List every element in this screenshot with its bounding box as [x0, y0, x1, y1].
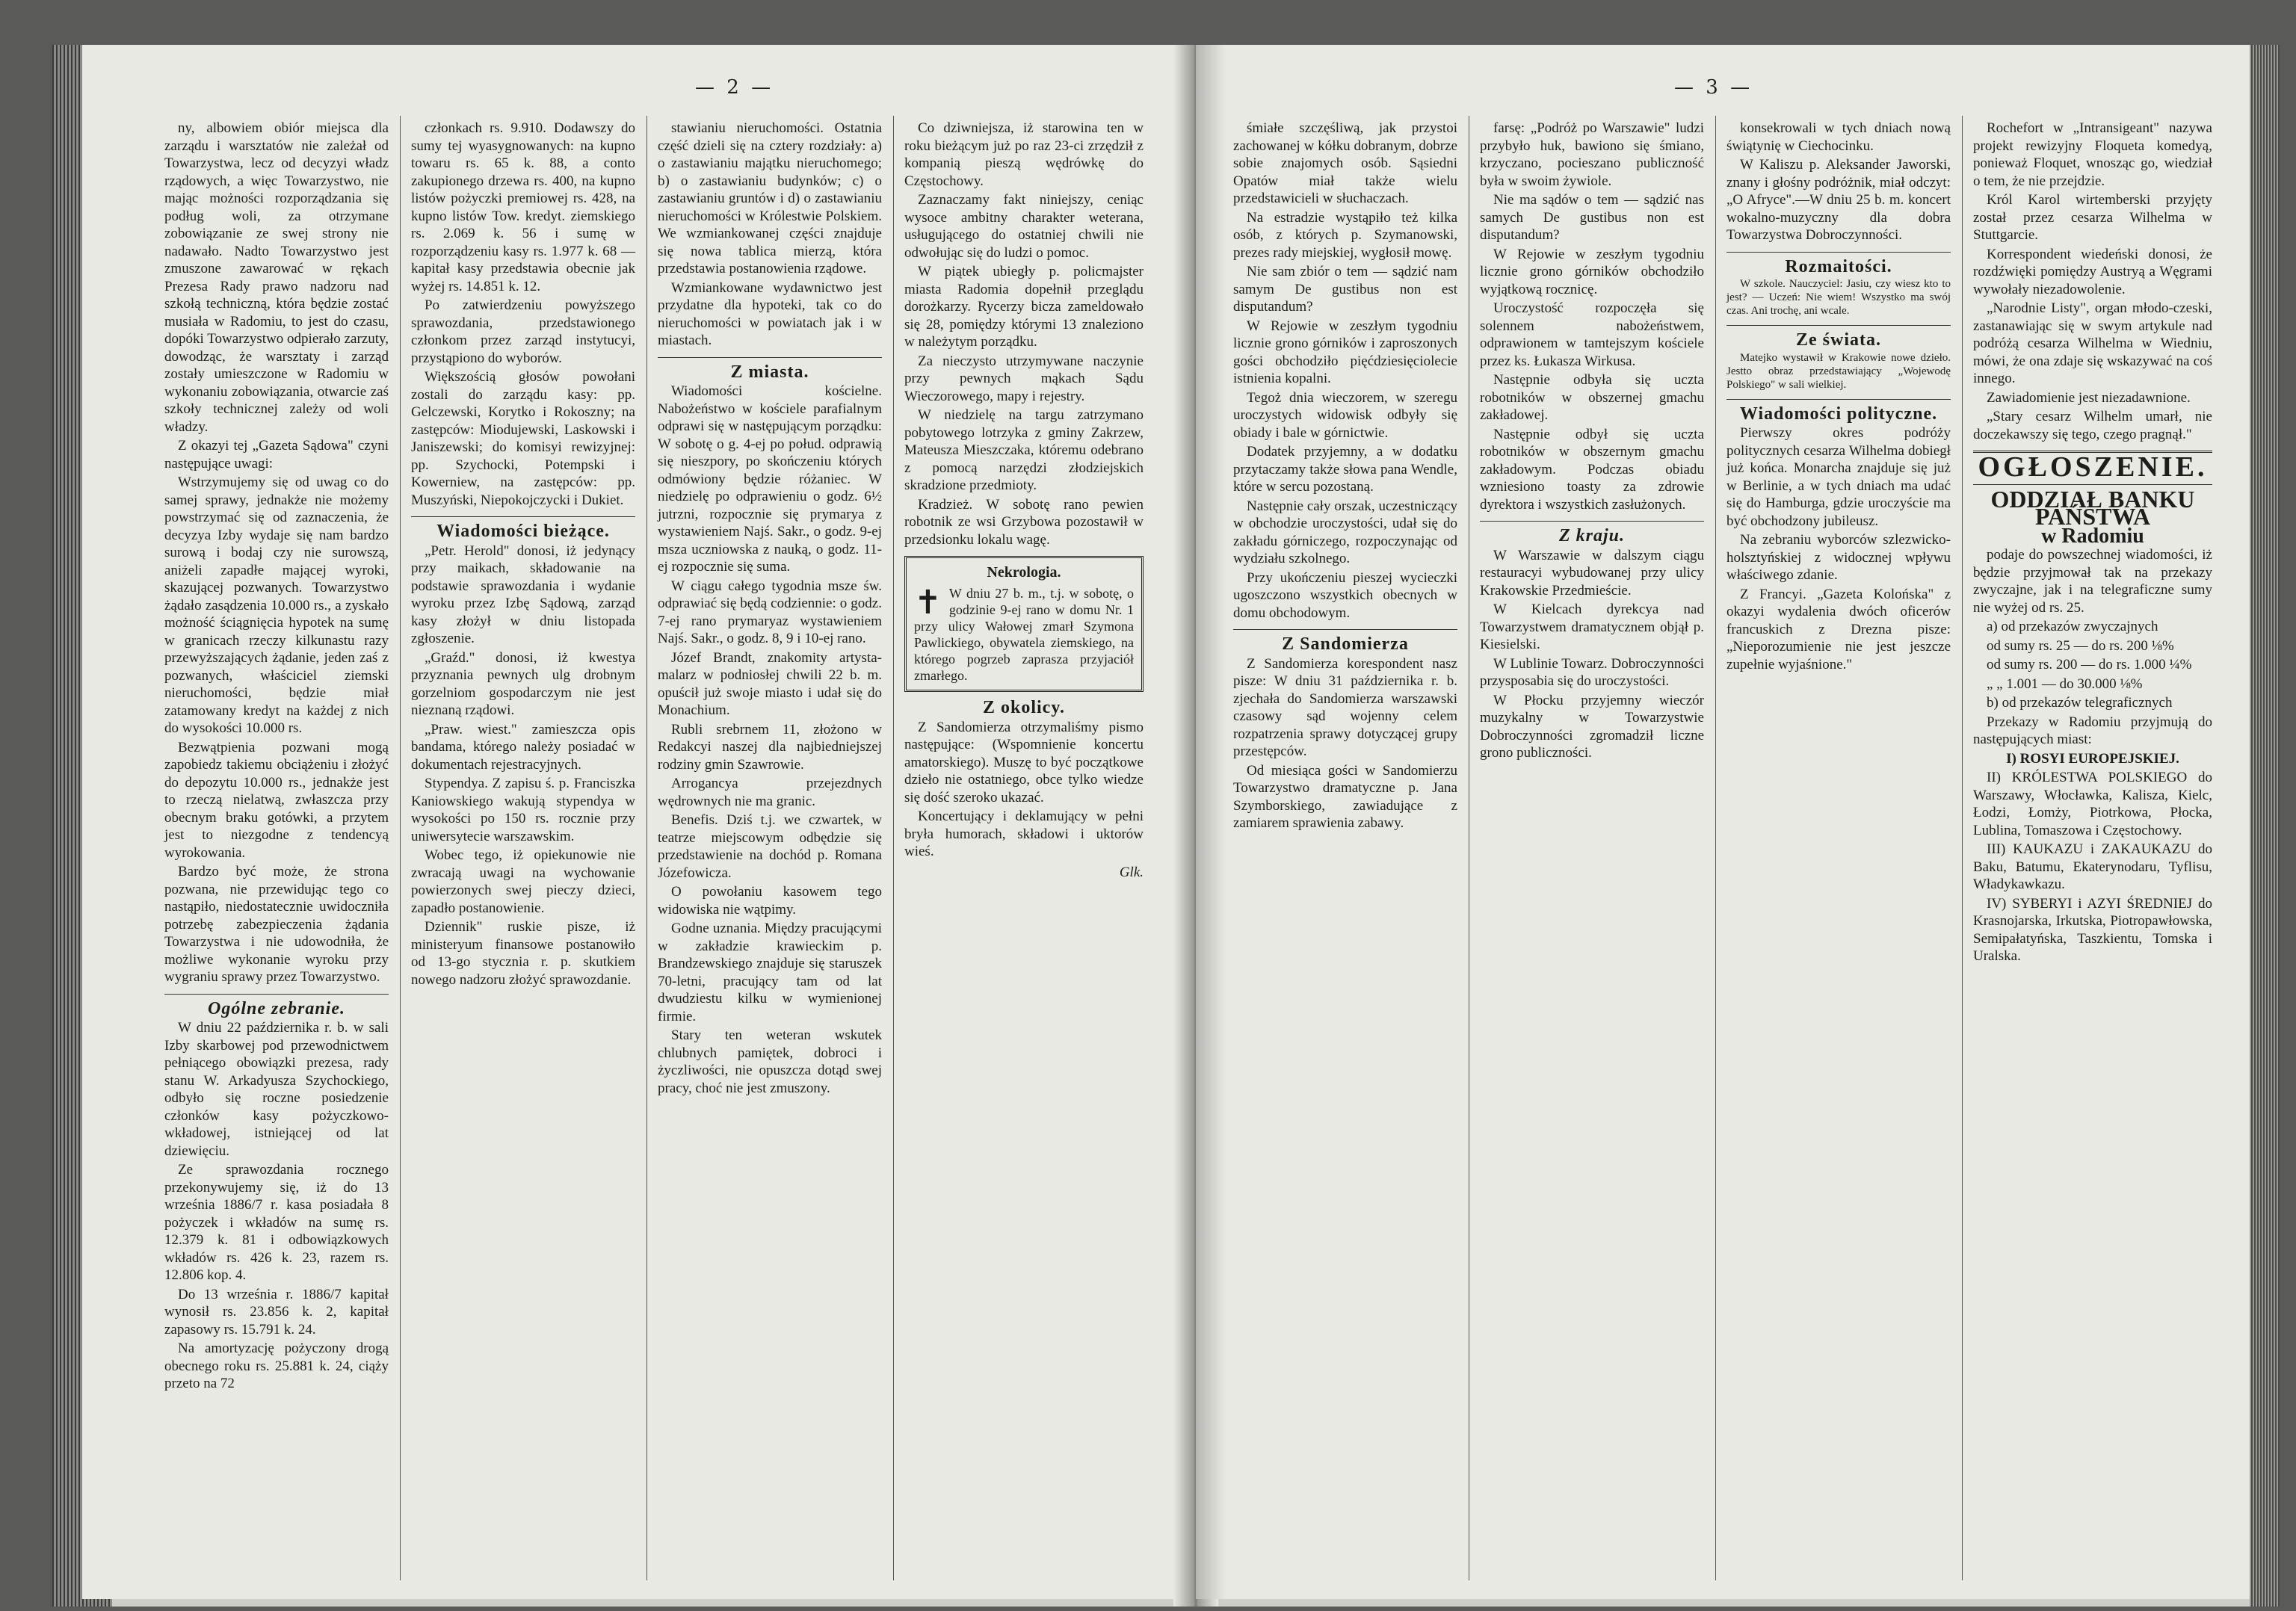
paragraph: Po zatwierdzeniu powyższego sprawozdania, przedstawionego członkom przez zarząd instytucyi, przystąpiono do wyborów.: [411, 297, 635, 366]
paragraph: W Rejowie w zeszłym tygodniu licznie grono górników obchodziło wyjątkową rocznicę.: [1480, 246, 1704, 297]
section-heading: Ze świata.: [1796, 330, 1881, 350]
paragraph: Następnie odbyła się uczta robotników w obszernej gmachu zakładowej.: [1480, 372, 1704, 423]
paragraph: W szkole. Nauczyciel: Jasiu, czy wiesz kto to jest? — Uczeń: Nie wiem! Wszystko ma swój czas. Ani trochę, ani wcale.: [1726, 278, 1951, 317]
right-col-1: [1233, 120, 1457, 834]
paragraph: W Kaliszu p. Aleksander Jaworski, znany i głośny podróżnik, miał odczyt: „O Afryce".—W dniu 25 b. m. koncert wokalno-muzyczny dla dobra Towarzystwa Dobroczynności.: [1726, 157, 1951, 243]
right-page: [1196, 45, 2280, 1599]
book-edge-right: [2250, 45, 2280, 1607]
obituary-heading: Nekrologia.: [987, 564, 1061, 581]
paragraph: Przekazy w Radomiu przyjmują do następujących miast:: [1973, 714, 2212, 747]
paragraph: W ciągu całego tygodnia msze św. odprawiać się będą codziennie: o godz. 7-ej rano prymaryaz wystawieniem Najś. Sakr., o godz. 8, 9 i 10-ej rano.: [658, 578, 882, 646]
paragraph: stawianiu nieruchomości. Ostatnia część dzieli się na cztery rozdziały: a) o zastawianiu majątku nieruchomego; b) o zastawianiu budynków; c) o zastawianiu gruntów i d) o zastawianiu nieruchomości w Królestwie Polskiem. We wzmiankowanej części znajduje się nowa tablica mierzą, która przedstawia postanowienia rządowe.: [658, 120, 882, 276]
paragraph: Dziennik" ruskie pisze, iż ministeryum finansowe postanowiło od 13-go stycznia r. p. skutkiem nowego nadzoru złożyć sprawozdanie.: [411, 919, 635, 988]
paragraph: Do 13 września r. 1886/7 kapitał wynosił rs. 23.856 k. 2, kapitał zapasowy rs. 15.791 k. 24.: [164, 1286, 389, 1338]
paragraph: W Płocku przyjemny wieczór muzykalny w Towarzystwie Dobroczynności zgromadził liczne grono publiczności.: [1480, 692, 1704, 761]
paragraph: Kradzież. W sobotę rano pewien robotnik ze wsi Grzybowa pozostawił w przedsionku lokalu wagę.: [904, 496, 1144, 548]
paragraph: Wzmiankowane wydawnictwo jest przydatne dla hypoteki, tak co do nieruchomości w powiatach jak i w miastach.: [658, 279, 882, 348]
section-heading: Z Sandomierza: [1282, 634, 1409, 654]
paragraph: konsekrowali w tych dniach nową świątynię w Ciechocinku.: [1726, 120, 1951, 154]
paragraph: III) KAUKAZU i ZAKAUKAZU do Baku, Batumu, Ekaterynodaru, Tyflisu, Władykawkazu.: [1973, 841, 2212, 892]
left-col-1: [164, 120, 389, 1394]
paragraph: Dodatek przyjemny, a w dodatku przytaczamy także słowa pana Wendle, które w sercu pozostaną.: [1233, 444, 1457, 495]
paragraph: Z Francyi. „Gazeta Kolońska" z okazyi wydalenia dwóch oficerów francuskich z Drezna pisze: „Nieporozumienie nie jest jeszcze zupełnie wyjaśnione.": [1726, 586, 1951, 672]
paragraph: „Stary cesarz Wilhelm umarł, nie doczekawszy się tego, czego pragnął.": [1973, 409, 2212, 442]
paragraph: Matejko wystawił w Krakowie nowe dzieło. Jestto obraz przedstawiający „Wojewodę Polskiego" w sali wielkiej.: [1726, 351, 1951, 391]
left-col-3: [658, 120, 882, 1098]
paragraph: Przy ukończeniu pieszej wycieczki ugoszczono wszystkich obecnych w domu obchodowym.: [1233, 569, 1457, 621]
paragraph: Arrogancya przejezdnych wędrownych nie ma granic.: [658, 776, 882, 809]
paragraph: Zaznaczamy fakt niniejszy, ceniąc wysoce ambitny charakter weterana, usługującego do ostatniej chwili nie odwołując się do ludzi o pomoc.: [904, 192, 1144, 261]
paragraph: Koncertujący i deklamujący w pełni bryła humorach, składowi i uktorów wieś.: [904, 808, 1144, 859]
paragraph: Następnie odbył się uczta robotników w obszernym gmachu zakładowym. Podczas obiadu wzniesiono toasty za zdrowie dyrektora i wszystkich zasłużonych.: [1480, 426, 1704, 513]
section-heading: Z kraju.: [1558, 526, 1625, 545]
paragraph: ny, albowiem obiór miejsca dla zarządu i warsztatów nie zależał od Towarzystwa, lecz od decyzyi władz rządowych, a więc Towarzystwo, nie mając możności rozporządzania się podług woli, za otrzymane zobowiązanie ze swej strony nie nadawało. Nadto Towarzystwo jest zmuszone zawarować w rękach Prezesa Rady prawo nadzoru nad szkołą techniczną, która będzie zostać musiała w Radomiu, to jest do czasu, dopóki Towarzystwo odpierało zarzuty, dowodząc, że warsztaty i zarząd zostały umieszczone w Radomiu w wykonaniu zobowiązania, otwarcie zaś szkoły technicznej zależy od woli władzy.: [164, 120, 389, 435]
section-heading: Z okolicy.: [982, 698, 1066, 717]
advertisement-subtitle: w Radomiu: [2041, 524, 2144, 548]
paragraph: podaje do powszechnej wiadomości, iż będzie przyjmował tak na przekazy zwyczajne, jak i na telegraficzne sumy nie wyżej od rs. 25.: [1973, 547, 2212, 616]
paragraph: II) KRÓLESTWA POLSKIEGO do Warszawy, Włocławka, Kalisza, Kielc, Łodzi, Łomży, Piotrkowa, Płocka, Lublina, Tomaszowa i Częstochowy.: [1973, 770, 2212, 838]
paragraph: Stypendya. Z zapisu ś. p. Franciszka Kaniowskiego wakują stypendya w wysokości po 150 rs. rocznie przy uniwersytecie warszawskim.: [411, 776, 635, 844]
paragraph: Tegoż dnia wieczorem, w szeregu uroczystych widowisk odbyły się obiady i bale w górnictwie.: [1233, 389, 1457, 441]
section-heading: Wiadomości polityczne.: [1739, 403, 1938, 424]
section-heading: Z miasta.: [730, 362, 809, 382]
paragraph: Wstrzymujemy się od uwag co do samej sprawy, jednakże nie możemy powstrzymać się od zaznaczenia, że decyzya Izby wydaje się nam bardzo surową i bodaj czy nie surowszą, aniżeli zapadłe mającej wyroki, skazującej pozwanych. Towarzystwo żądało zasądzenia 10.000 rs., a zyskało możność ściągnięcia hypotek na sumę w granicach rzeczy kilkunastu razy przewyższających żądanie, jeden zaś z pozwanych, właściciel ziemski nieruchomości, będzie miał zatamowany kredyt na każdej z nich do wysokości 10.000 rs.: [164, 474, 389, 736]
page-number-left: — 2 —: [695, 76, 774, 99]
paragraph: Wiadomości kościelne. Nabożeństwo w kościele parafialnym odprawi się w następującym porządku: W sobotę o g. 4-ej po połud. odprawią się nieszpory, po skończeniu których odmówiony będzie różaniec. W niedzielę po odprawieniu o godz. 6½ jutrzni, rozpocznie się prymarya z wystawieniem Najś. Sakr., o godz. 9-ej msza uczniowska z nauką, o godz. 11-ej rozpocznie się suma.: [658, 383, 882, 575]
paragraph: Rubli srebrnem 11, złożono w Redakcyi naszej dla najbiedniejszej rodziny gmin Szawrowie.: [658, 721, 882, 773]
paragraph: Co dziwniejsza, iż starowina ten w roku bieżącym już po raz 23-ci zrzędził z kompanią pieszą wędrówkę do Częstochowy.: [904, 120, 1144, 189]
paragraph: W piątek ubiegły p. policmajster miasta Radomia dopełnił przeglądu dorożkarzy. Rycerzy bicza zameldowało się 28, pomiędzy którymi 13 znaleziono w należytym porządku.: [904, 264, 1144, 350]
paragraph: W dniu 22 października r. b. w sali Izby skarbowej pod przewodnictwem pełniącego obowiązki prezesa, rady stanu W. Arkadyusza Szychockiego, odbyło się roczne posiedzenie członków kasy pożyczkowo-wkładowej, istniejącej od lat dziewięciu.: [164, 1020, 389, 1159]
left-col-4: [904, 120, 1144, 881]
paragraph: O powołaniu kasowem tego widowiska nie wątpimy.: [658, 884, 882, 918]
paragraph: Od miesiąca gości w Sandomierzu Towarzystwo dramatyczne p. Jana Szymborskiego, zawiadujące z zamiarem sprawienia zabawy.: [1233, 762, 1457, 831]
section-heading: Wiadomości bieżące.: [436, 522, 610, 541]
paragraph: Pierwszy okres podróży politycznych cesarza Wilhelma dobiegł już końca. Monarcha znajduje się już w Berlinie, a w tych dniach ma udać się do Hamburga, gdzie uroczyście ma być obchodzony jubileusz.: [1726, 425, 1951, 529]
paragraph: Z Sandomierza korespondent nasz pisze: W dniu 31 października r. b. zjechała do Sandomierza warszawski czasowy sąd wojenny celem rozpatrzenia sprawy dotyczącej grupy przestępców.: [1233, 655, 1457, 759]
paragraph: W Kielcach dyrekcya nad Towarzystwem dramatycznem objął p. Kiesielski.: [1480, 602, 1704, 652]
paragraph: farsę: „Podróż po Warszawie" ludzi przybyło huk, bawiono się śmiano, krzyczano, pocieszano publiczność była w swoim żywiole.: [1480, 120, 1704, 189]
paragraph: „Praw. wiest." zamieszcza opis bandama, którego należy posiadać w dokumentach rejestracyjnych.: [411, 721, 635, 773]
paragraph: I) ROSYI EUROPEJSKIEJ.: [2006, 750, 2179, 767]
paragraph: Z okazyi tej „Gazeta Sądowa" czyni następujące uwagi:: [164, 438, 389, 471]
right-col-4: [1973, 120, 2212, 967]
paragraph: członkach rs. 9.910. Dodawszy do sumy tej wyasygnowanych: na kupno towaru rs. 65 k. 88, a conto zakupionego drzewa rs. 400, na kupno listów pożyczki premiowej rs. 428, na kupno listów Tow. kredyt. ziemskiego rs. 2.069 k. 56 i sumę w rozporządzeniu kasy rs. 1.977 k. 68 — kapitał kasy przedstawia obecnie jak wyżej rs. 14.851 k. 12.: [411, 120, 635, 294]
paragraph: W Lublinie Towarz. Dobroczynności przysposabia się do uroczystości.: [1480, 655, 1704, 689]
paragraph: W niedzielę na targu zatrzymano pobytowego lotrzyka z gminy Zakrzew, Mateusza Mieszczaka, któremu odebrano z pomocą narzędzi złodziejskich skradzione przedmioty.: [904, 407, 1144, 493]
obituary-notice: [904, 556, 1144, 692]
paragraph: „Narodnie Listy", organ młodo-czeski, zastanawiając się w swym artykule nad podróżą cesarza Wilhelma w Wiedniu, mówi, że ona zdaje się wskazywać na coś innego.: [1973, 300, 2212, 386]
right-col-2: [1480, 120, 1704, 764]
section-heading: Rozmaitości.: [1785, 256, 1892, 276]
section-heading: Ogólne zebranie.: [208, 998, 345, 1018]
paragraph: IV) SYBERYI i AZYI ŚREDNIEJ do Krasnojarska, Irkutska, Piotropawłowska, Semipałatyńska, Taszkientu, Tomska i Uralska.: [1973, 895, 2212, 964]
paragraph: Ze sprawozdania rocznego przekonywujemy się, iż do 13 września 1886/7 r. kasa posiadała 8 pożyczek i wkładów na sumę rs. 12.379 k. 81 i odbowiązkowych wkładów rs. 426 k. 23, razem rs. 12.806 kop. 4.: [164, 1162, 389, 1283]
newspaper-spread: [52, 45, 2280, 1607]
paragraph: Większością głosów powołani zostali do zarządu kasy: pp. Gelczewski, Korytko i Rokoszny; na zastępców: Miodujewski, Laskowski i Janiszewski; do komisyi rewizyjnej: pp. Szychocki, Potempski i Kowerniew, na zastępców: pp. Muszyński, Niepokojczycki i Dukiet.: [411, 369, 635, 508]
paragraph: „Graźd." donosi, iż kwestya przyznania pewnych ulg drobnym gorzelniom gospodarczym nie jest nieznaną rządowi.: [411, 649, 635, 718]
paragraph: a) od przekazów zwyczajnych: [1987, 619, 2158, 634]
paragraph: Wobec tego, iż opiekunowie nie zwracają uwagi na wychowanie powierzonych swej pieczy dzieci, zapadło postanowienie.: [411, 847, 635, 916]
paragraph: Na estradzie wystąpiło też kilka osób, z których p. Szymanowski, prezes rady miejskiej, wygłosił mowę.: [1233, 209, 1457, 261]
paragraph: Na amortyzację pożyczony drogą obecnego roku rs. 25.881 k. 24, ciąży przeto na 72: [164, 1341, 389, 1391]
obituary-text: W dniu 27 b. m., t.j. w sobotę, o godzinie 9-ej rano w domu Nr. 1 przy ulicy Wałowej zmarł Szymona Pawlickiego, obywatela ziemskiego, na którego pogrzeb zaprasza przyjaciół zmarłego.: [914, 586, 1134, 683]
paragraph: Na zebraniu wyborców szlezwicko-holsztyńskiej z widocznej wpływu właściwego zdanie.: [1726, 532, 1951, 583]
paragraph: Z Sandomierza otrzymaliśmy pismo następujące: (Wspomnienie koncertu amatorskiego). Muszę to być początkowe dzieło nie ostatniego, obce tylko wiedze się dość szeroko ukazać.: [904, 719, 1144, 806]
paragraph: śmiałe szczęśliwą, jak przystoi zachowanej w kółku dobranym, dobrze sobie znajomych osób. Sąsiedni Opatów miał także wielu przedstawicieli w słuchaczach.: [1233, 120, 1457, 206]
paragraph: Stary ten weteran wskutek chlubnych pamiętek, dobroci i życzliwości, nie opuszcza dotąd swej pracy, choć nie jest zmuszony.: [658, 1027, 882, 1096]
paragraph: „ „ 1.001 — do 30.000 ⅛%: [1987, 675, 2143, 692]
paragraph: Nie ma sądów o tem — sądzić nas samych De gustibus non est disputandum?: [1480, 192, 1704, 243]
paragraph: Bezwątpienia pozwani mogą zapobiedz takiemu obciążeniu i złożyć do depozytu 10.000 rs., jednakże jest to rzeczą nielatwą, zwłaszcza przy obecnym braku gotówki, a przytem jest to niezgodne z tendencyą wyrokowania.: [164, 739, 389, 861]
paragraph: Józef Brandt, znakomity artysta-malarz w podniosłej chwili 22 b. m. opuścił już swoje miasto i udał się do Monachium.: [658, 649, 882, 718]
paragraph: Bardzo być może, że strona pozwana, nie przewidując tego co nastąpiło, niedostatecznie uwidoczniła potrzebę zabezpieczenia żądania Towarzystwa i nie udowodniła, że możliwe wykonanie wyroku przy wygraniu sprawy przez Towarzystwo.: [164, 864, 389, 985]
advertisement-title: ODDZIAŁ BANKU PAŃSTWA: [1990, 485, 2195, 530]
paragraph: Zawiadomienie jest niezadawnione.: [1987, 389, 2191, 406]
paragraph: Nie sam zbiór o tem — sądzić nam samym De gustibus non est disputandum?: [1233, 264, 1457, 315]
paragraph: „Petr. Herold" donosi, iż jedynący przy maikach, składowanie na podstawie sprawozdania i wydanie wyroku przez Izbę Sądową, zarząd kasy złożył w dniu listopada zgłoszenie.: [411, 542, 635, 646]
paragraph: Rochefort w „Intransigeant" nazywa projekt rewizyjny Floqueta komedyą, ponieważ Floquet, wnosząc go, wiedział o tem, że nie przejdzie.: [1973, 120, 2212, 189]
paragraph: Za nieczysto utrzymywane naczynie przy pewnych mąkach Sądu Wieczorowego, mapy i rejestry.: [904, 353, 1144, 404]
paragraph: Uroczystość rozpoczęła się solennem nabożeństwem, odprawionem w tamtejszym kościele przez ks. Łukasza Wirkusa.: [1480, 300, 1704, 369]
paragraph: W Rejowie w zeszłym tygodniu licznie grono górników i zaproszonych gości obchodziło pięćdziesięciolecie istnienia kopalni.: [1233, 318, 1457, 386]
page-number-right: — 3 —: [1674, 76, 1753, 99]
left-page: [82, 45, 1188, 1599]
paragraph: Godne uznania. Między pracującymi w zakładzie krawieckim p. Brandzewskiego znajduje się staruszek 70-letni, pracujący tam od lat dwudziestu kilku w wymienionej firmie.: [658, 921, 882, 1024]
signature: Glk.: [1119, 864, 1144, 880]
paragraph: Korrespondent wiedeński donosi, że rozdźwięki pomiędzy Austryą a Węgrami wywołały niezadowolenie.: [1973, 246, 2212, 297]
cross-icon: ✝: [914, 584, 942, 621]
paragraph: Król Karol wirtemberski przyjęty został przez cesarza Wilhelma w Stuttgarcie.: [1973, 192, 2212, 243]
paragraph: Benefis. Dziś t.j. we czwartek, w teatrze miejscowym odbędzie się przedstawienie na dochód p. Romana Józefowicza.: [658, 812, 882, 881]
paragraph: b) od przekazów telegraficznych: [1987, 695, 2173, 711]
paragraph: Następnie cały orszak, uczestniczący w obchodzie uroczystości, udał się do zakładu górniczego, rozpoczynając od wydziału szkolnego.: [1233, 498, 1457, 566]
left-col-2: [411, 120, 635, 990]
paragraph: W Warszawie w dalszym ciągu restauracyi wybudowanej przy ulicy Krakowskie Przedmieście.: [1480, 547, 1704, 599]
right-col-3: [1726, 120, 1951, 675]
advertisement-heading: OGŁOSZENIE.: [1978, 451, 2208, 483]
paragraph: od sumy rs. 25 — do rs. 200 ⅛%: [1987, 637, 2174, 654]
paragraph: od sumy rs. 200 — do rs. 1.000 ¼%: [1987, 657, 2192, 672]
